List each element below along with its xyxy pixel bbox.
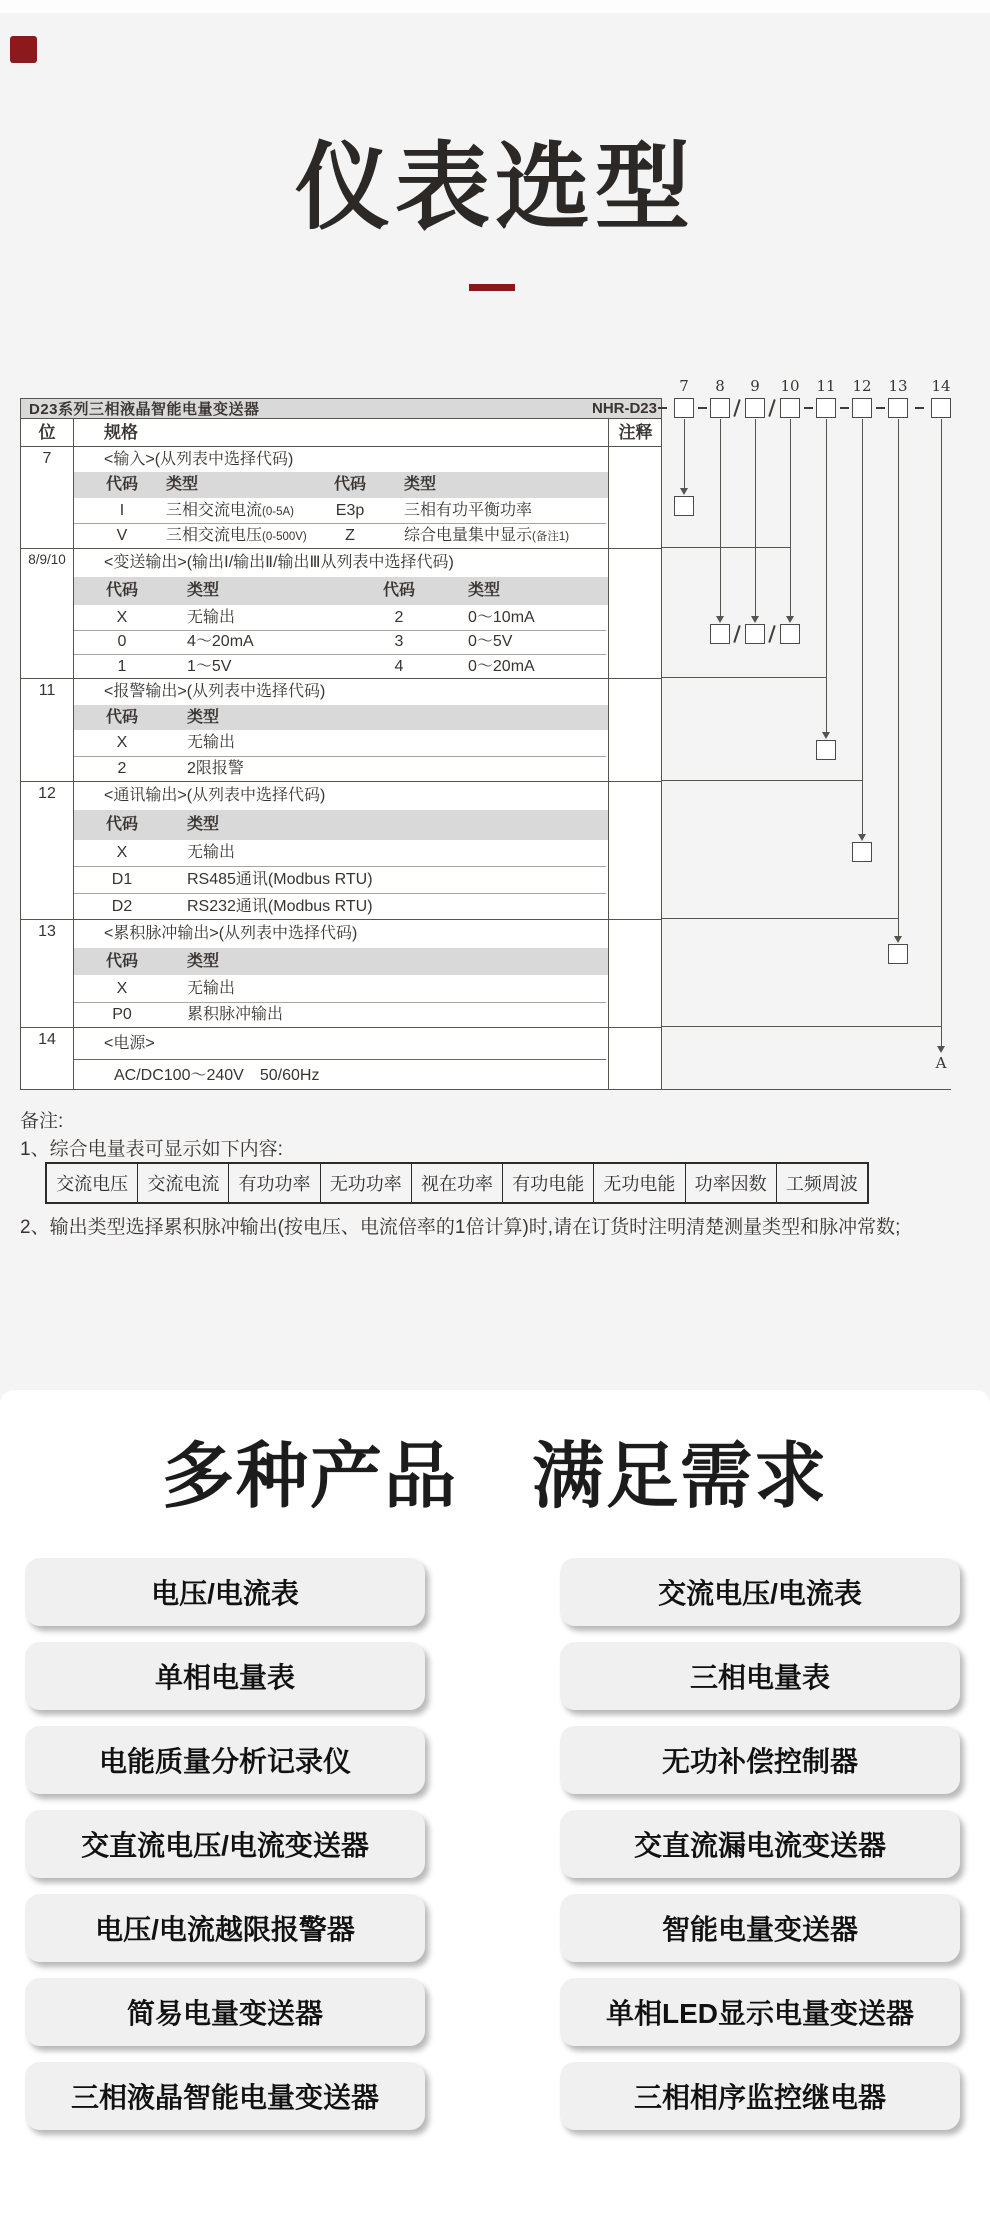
product-button[interactable]: 三相相序监控继电器 [560, 2062, 960, 2130]
code-type-header: 代码 类型 [73, 948, 608, 975]
spec-line: <输入>(从列表中选择代码) [104, 451, 294, 468]
product-button[interactable]: 单相电量表 [25, 1642, 425, 1710]
product-button[interactable]: 电压/电流越限报警器 [25, 1894, 425, 1962]
bit-label: 12 [38, 785, 56, 802]
target-box-11 [816, 740, 836, 760]
code-row: X 无输出 [116, 844, 236, 861]
code-row: 0 4～20mA 3 0～5V [21, 630, 661, 654]
drop-line-14 [941, 419, 942, 1046]
arrow-down-icon [894, 936, 902, 943]
drop-line-10 [790, 419, 791, 616]
title-divider [469, 284, 515, 291]
display-item: 交流电压 [47, 1164, 138, 1202]
code-box-7 [674, 398, 694, 418]
bit-label: 11 [38, 682, 56, 699]
code-row: D1 RS485通讯(Modbus RTU) [21, 866, 661, 893]
display-item: 有功功率 [229, 1164, 320, 1202]
header-spec: 规格 [104, 423, 138, 442]
spec-line: <报警输出>(从列表中选择代码) [104, 683, 326, 700]
table-title-bar [21, 399, 661, 419]
section-transmit-output [21, 548, 661, 678]
dash-separator [658, 407, 667, 409]
corner-accent [10, 36, 37, 63]
position-number: 9 [750, 377, 760, 395]
product-button[interactable]: 三相液晶智能电量变送器 [25, 2062, 425, 2130]
code-row: P0 累积脉冲输出 [21, 1002, 661, 1028]
code-row: I 三相交流电流(0-5A) E3p 三相有功平衡功率 [119, 502, 533, 519]
column-divider [73, 419, 74, 1089]
arrow-down-icon [680, 488, 688, 495]
position-number: 13 [888, 377, 908, 395]
target-box-7 [674, 496, 694, 516]
product-button[interactable]: 单相LED显示电量变送器 [560, 1978, 960, 2046]
bit-label: 13 [38, 923, 56, 940]
display-item: 功率因数 [686, 1164, 777, 1202]
arrow-down-icon [786, 616, 794, 623]
position-number: 12 [852, 377, 872, 395]
top-strip [0, 0, 990, 13]
slash-separator [733, 399, 740, 417]
display-item: 无功电能 [594, 1164, 685, 1202]
display-item: 工频周波 [785, 1174, 858, 1194]
product-button[interactable]: 简易电量变送器 [25, 1978, 425, 2046]
code-type-header: 代码 类型 代码 类型 [73, 577, 608, 605]
drop-line-9 [755, 419, 756, 616]
code-row: 2 2限报警 [21, 756, 661, 782]
code-type-header: 代码 类型 代码 类型 [73, 472, 608, 498]
product-button[interactable]: 电能质量分析记录仪 [25, 1726, 425, 1794]
dash-separator [804, 407, 813, 409]
model-number: NHR-D23 [591, 400, 657, 417]
header-bit: 位 [38, 423, 56, 442]
border-extension [662, 780, 862, 781]
drop-line-11 [826, 419, 827, 732]
code-box-12 [852, 398, 872, 418]
position-number: 8 [715, 377, 725, 395]
power-spec: AC/DC100～240V 50/60Hz [21, 1059, 661, 1092]
display-item: 交流电流 [138, 1164, 229, 1202]
drop-line-12 [862, 419, 863, 834]
arrow-down-icon [822, 732, 830, 739]
product-button[interactable]: 交流电压/电流表 [560, 1558, 960, 1626]
code-type-header: 代码 类型 [73, 705, 608, 730]
bit-label: 7 [42, 450, 52, 467]
note-2: 2、输出类型选择累积脉冲输出(按电压、电流倍率的1倍计算)时,请在订货时注明清楚测量类型和脉冲常数; [20, 1217, 901, 1238]
code-box-10 [780, 398, 800, 418]
code-box-14 [931, 398, 951, 418]
code-row: X 无输出 [116, 734, 236, 751]
dash-separator [698, 407, 707, 409]
products-section [0, 1390, 990, 2217]
slash-separator [768, 399, 775, 417]
display-item: 有功电能 [503, 1164, 594, 1202]
code-row: X 无输出 2 0～10mA [116, 609, 535, 626]
table-header-row [21, 419, 661, 447]
drop-line-7 [684, 419, 685, 488]
header-note: 注释 [618, 423, 653, 442]
product-button[interactable]: 交直流漏电流变送器 [560, 1810, 960, 1878]
dash-separator [915, 407, 924, 409]
position-number: 14 [931, 377, 951, 395]
border-extension [662, 547, 790, 548]
spec-line: <通讯输出>(从列表中选择代码) [104, 787, 326, 804]
code-row: D2 RS232通讯(Modbus RTU) [21, 893, 661, 920]
border-extension [662, 1026, 941, 1027]
slash-separator [768, 625, 775, 643]
dash-separator [876, 407, 885, 409]
bit-label: 8/9/10 [28, 552, 66, 567]
drop-line-8 [720, 419, 721, 616]
target-box-13 [888, 944, 908, 964]
arrow-down-icon [937, 1046, 945, 1053]
position-number: 11 [816, 377, 836, 395]
position-number: 7 [679, 377, 689, 395]
section-pulse-output [21, 919, 661, 1027]
section-alarm-output [21, 678, 661, 781]
series-title: D23系列三相液晶智能电量变送器 [29, 401, 260, 418]
product-button[interactable]: 电压/电流表 [25, 1558, 425, 1626]
product-button[interactable]: 智能电量变送器 [560, 1894, 960, 1962]
border-extension [662, 918, 898, 919]
code-box-11 [816, 398, 836, 418]
spec-line: <累积脉冲输出>(从列表中选择代码) [104, 925, 358, 942]
code-row: V 三相交流电压(0-500V) Z 综合电量集中显示(备注1) [21, 523, 661, 548]
bit-label: 14 [38, 1031, 56, 1048]
spec-line: <变送输出>(输出Ⅰ/输出Ⅱ/输出Ⅲ从列表中选择代码) [104, 554, 454, 571]
display-items-table [45, 1162, 869, 1204]
product-button[interactable]: 三相电量表 [560, 1642, 960, 1710]
code-box-13 [888, 398, 908, 418]
column-divider [608, 419, 609, 1089]
section-comm-output [21, 781, 661, 919]
slash-separator [733, 625, 740, 643]
arrow-down-icon [716, 616, 724, 623]
model-selection-table [20, 398, 662, 1090]
display-item: 视在功率 [412, 1164, 503, 1202]
target-box-10 [780, 624, 800, 644]
code-type-header: 代码 类型 [73, 810, 608, 840]
position-number: 10 [780, 377, 800, 395]
note-1: 1、综合电量表可显示如下内容: [20, 1139, 283, 1160]
drop-line-13 [898, 419, 899, 936]
arrow-down-icon [751, 616, 759, 623]
code-box-8 [710, 398, 730, 418]
target-box-12 [852, 842, 872, 862]
dash-separator [840, 407, 849, 409]
border-extension [662, 1089, 951, 1090]
notes-label: 备注: [20, 1111, 64, 1132]
border-extension [662, 677, 826, 678]
code-row: 1 1～5V 4 0～20mA [21, 654, 661, 679]
arrow-down-icon [858, 834, 866, 841]
products-heading: 多种产品 满足需求 [161, 1437, 828, 1517]
spec-line: <电源> [104, 1035, 155, 1052]
page-title: 仪表选型 [294, 135, 695, 241]
product-button[interactable]: 交直流电压/电流变送器 [25, 1810, 425, 1878]
section-input [21, 447, 661, 548]
product-button[interactable]: 无功补偿控制器 [560, 1726, 960, 1794]
display-item: 无功功率 [321, 1164, 412, 1202]
power-code-letter: A [935, 1054, 947, 1072]
code-box-9 [745, 398, 765, 418]
code-row: X 无输出 [116, 980, 236, 997]
target-box-8 [710, 624, 730, 644]
target-box-9 [745, 624, 765, 644]
section-power [21, 1027, 661, 1091]
